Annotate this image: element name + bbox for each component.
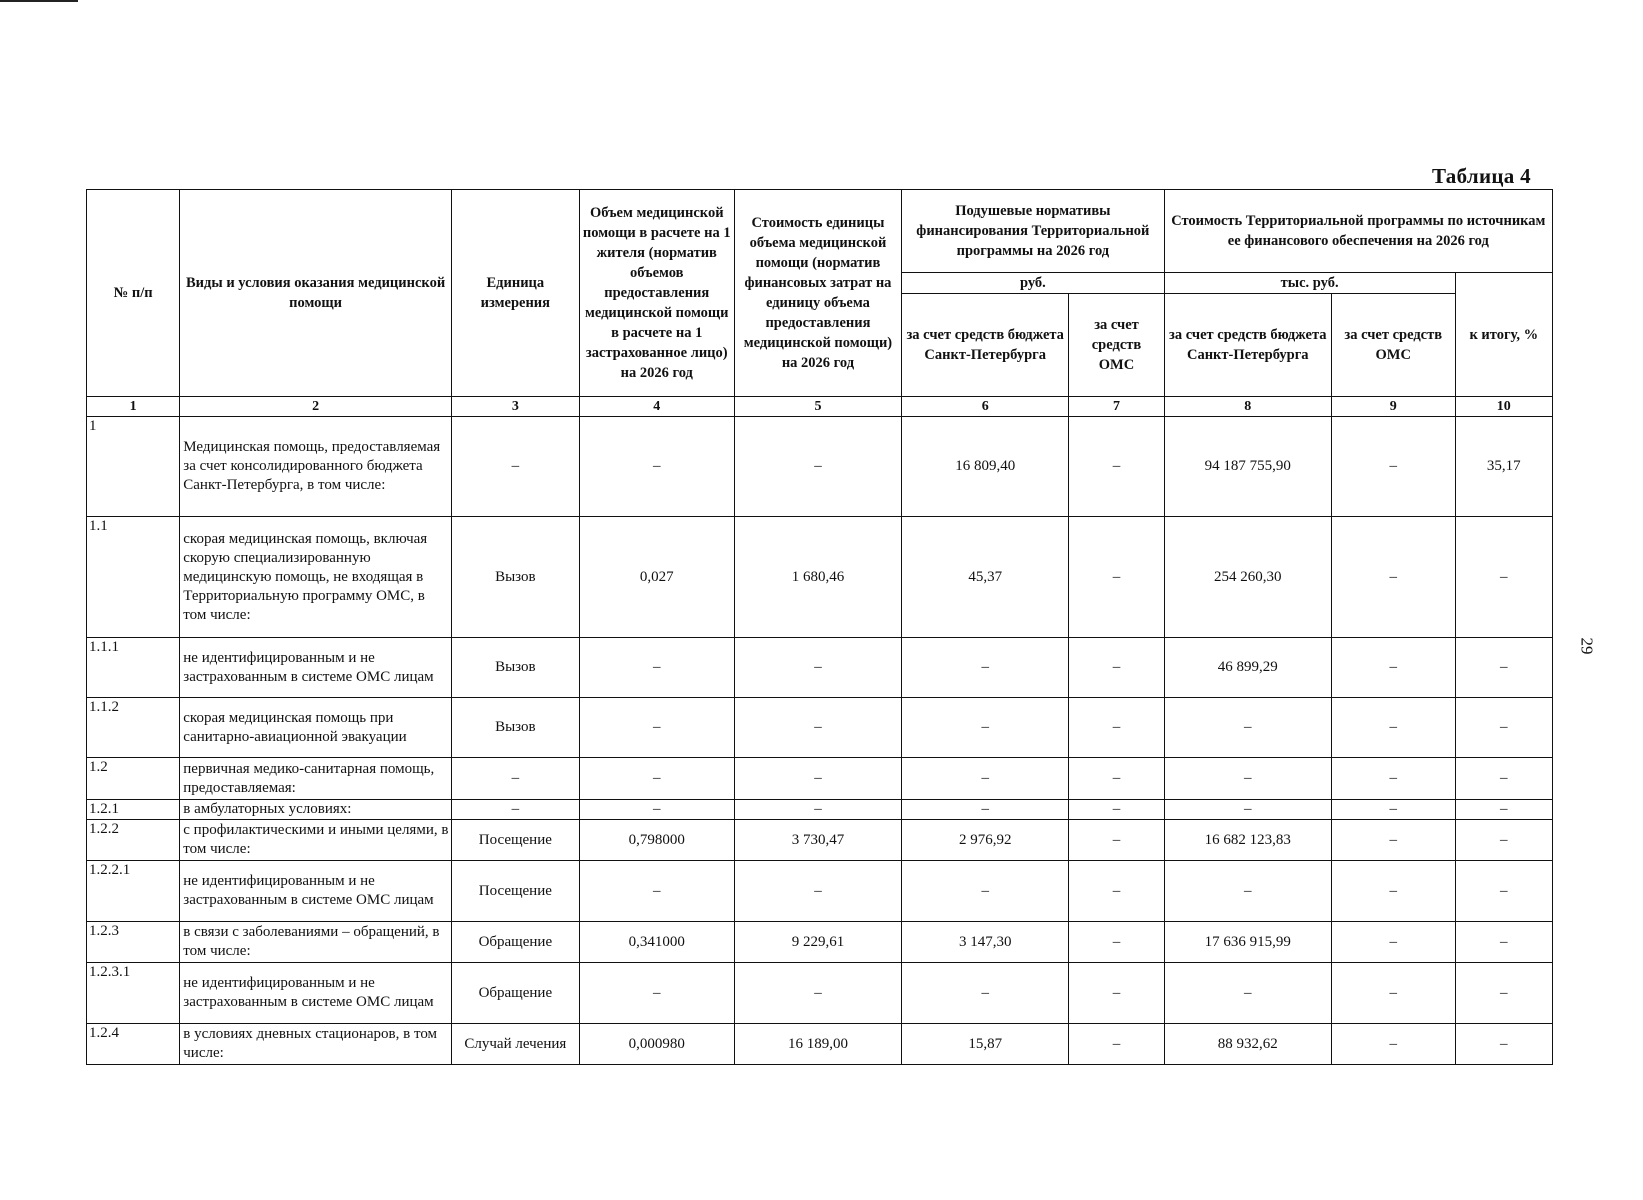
table-cell: – (1331, 963, 1455, 1024)
table-cell: – (1455, 800, 1552, 820)
table-row (87, 517, 1553, 638)
row-description-cell: в связи с заболеваниями – обращений, в том числе: (180, 922, 452, 963)
table-cell: – (902, 963, 1069, 1024)
table-cell: 3 730,47 (734, 820, 901, 861)
row-number-cell: 1.1.1 (87, 638, 180, 698)
table-cell: – (451, 417, 579, 517)
header-number: № п/п (87, 190, 180, 397)
table-cell: – (902, 861, 1069, 922)
column-number-cell: 4 (579, 397, 734, 417)
row-description-cell: скорая медицинская помощь при санитарно-авиационной эвакуации (180, 698, 452, 758)
page-number: 29 (1577, 637, 1597, 655)
table-cell: – (1455, 963, 1552, 1024)
table-cell: – (1069, 820, 1164, 861)
header-unit-rub: руб. (902, 273, 1165, 294)
table-cell: – (1164, 698, 1331, 758)
table-cell: Вызов (451, 638, 579, 698)
table-cell: 46 899,29 (1164, 638, 1331, 698)
row-description-cell: не идентифицированным и не застрахованным в системе ОМС лицам (180, 861, 452, 922)
table-title: Таблица 4 (1432, 164, 1531, 188)
table-cell: – (1069, 1024, 1164, 1065)
table-cell: – (734, 800, 901, 820)
table-cell: – (1331, 638, 1455, 698)
row-number-cell: 1.2.3.1 (87, 963, 180, 1024)
table-cell: – (902, 638, 1069, 698)
table-cell: Посещение (451, 820, 579, 861)
table-cell: – (579, 800, 734, 820)
financing-table (86, 189, 1553, 1065)
header-budget-spb: за счет средств бюджета Санкт-Петербурга (902, 294, 1069, 397)
table-cell: – (1164, 800, 1331, 820)
table-cell: – (1069, 800, 1164, 820)
table-cell: – (579, 638, 734, 698)
table-cell: – (579, 417, 734, 517)
table-row (87, 820, 1553, 861)
table-cell: – (734, 758, 901, 800)
table-cell: – (1455, 758, 1552, 800)
header-per-capita-group: Подушевые нормативы финансирования Территориальной программы на 2026 год (902, 190, 1165, 273)
table-cell: Вызов (451, 698, 579, 758)
header-unit-cost: Стоимость единицы объема медицинской помощи (норматив финансовых затрат на единицу объема предоставления медицинской помощи) на 2026 год (734, 190, 901, 397)
row-description-cell: скорая медицинская помощь, включая скорую специализированную медицинскую помощь, не входящая в Территориальную программу ОМС, в том числе: (180, 517, 452, 638)
column-number-cell: 7 (1069, 397, 1164, 417)
row-number-cell: 1 (87, 417, 180, 517)
table-cell: – (734, 698, 901, 758)
table-cell: 1 680,46 (734, 517, 901, 638)
row-description-cell: Медицинская помощь, предоставляемая за счет консолидированного бюджета Санкт-Петербурга, в том числе: (180, 417, 452, 517)
table-cell: – (1069, 517, 1164, 638)
row-number-cell: 1.2.1 (87, 800, 180, 820)
table-cell: – (1455, 922, 1552, 963)
row-number-cell: 1.2.4 (87, 1024, 180, 1065)
table-cell: 35,17 (1455, 417, 1552, 517)
table-cell: 0,000980 (579, 1024, 734, 1065)
row-number-cell: 1.1 (87, 517, 180, 638)
column-numbers-row (87, 397, 1553, 417)
table-cell: 17 636 915,99 (1164, 922, 1331, 963)
table-cell: 3 147,30 (902, 922, 1069, 963)
table-cell: 88 932,62 (1164, 1024, 1331, 1065)
table-cell: Обращение (451, 922, 579, 963)
table-cell: Посещение (451, 861, 579, 922)
table-cell: 16 189,00 (734, 1024, 901, 1065)
row-description-cell: не идентифицированным и не застрахованным в системе ОМС лицам (180, 638, 452, 698)
column-number-cell: 8 (1164, 397, 1331, 417)
column-number-cell: 2 (180, 397, 452, 417)
table-row (87, 758, 1553, 800)
table-cell: – (1331, 417, 1455, 517)
header-unit-thousand-rub: тыс. руб. (1164, 273, 1455, 294)
table-cell: 16 809,40 (902, 417, 1069, 517)
table-row (87, 800, 1553, 820)
table-cell: – (1455, 638, 1552, 698)
table-cell: 45,37 (902, 517, 1069, 638)
table-cell: – (1455, 517, 1552, 638)
table-cell: – (1164, 963, 1331, 1024)
table-cell: – (1069, 698, 1164, 758)
table-cell: – (579, 698, 734, 758)
table-cell: – (451, 758, 579, 800)
table-cell: – (1069, 861, 1164, 922)
table-cell: – (1164, 758, 1331, 800)
table-row (87, 922, 1553, 963)
table-cell: Случай лечения (451, 1024, 579, 1065)
table-cell: 0,027 (579, 517, 734, 638)
table-cell: – (1331, 800, 1455, 820)
table-row (87, 963, 1553, 1024)
table-row (87, 861, 1553, 922)
table-row (87, 1024, 1553, 1065)
scan-edge-line (0, 0, 78, 2)
row-description-cell: в условиях дневных стационаров, в том числе: (180, 1024, 452, 1065)
table-cell: – (734, 963, 901, 1024)
table-cell: – (1069, 417, 1164, 517)
table-cell: 16 682 123,83 (1164, 820, 1331, 861)
table-cell: – (1455, 820, 1552, 861)
table-cell: – (734, 638, 901, 698)
row-description-cell: не идентифицированным и не застрахованным в системе ОМС лицам (180, 963, 452, 1024)
column-number-cell: 9 (1331, 397, 1455, 417)
table-cell: 0,798000 (579, 820, 734, 861)
table-cell: – (1069, 963, 1164, 1024)
column-number-cell: 5 (734, 397, 901, 417)
table-cell: – (1331, 758, 1455, 800)
row-description-cell: в амбулаторных условиях: (180, 800, 452, 820)
header-budget-spb-thousand: за счет средств бюджета Санкт-Петербурга (1164, 294, 1331, 397)
table-cell: – (451, 800, 579, 820)
table-cell: – (1069, 638, 1164, 698)
header-volume: Объем медицинской помощи в расчете на 1 жителя (норматив объемов предоставления медицинской помощи в расчете на 1 застрахованное лицо) на 2026 год (579, 190, 734, 397)
table-cell: – (1455, 698, 1552, 758)
table-cell: – (902, 800, 1069, 820)
table-row (87, 698, 1553, 758)
table-cell: – (734, 417, 901, 517)
table-row (87, 638, 1553, 698)
column-number-cell: 1 (87, 397, 180, 417)
table-cell: – (579, 861, 734, 922)
table-cell: Обращение (451, 963, 579, 1024)
table-cell: – (1331, 922, 1455, 963)
table-cell: – (902, 758, 1069, 800)
table-cell: – (1331, 698, 1455, 758)
row-number-cell: 1.2.2 (87, 820, 180, 861)
table-cell: – (579, 963, 734, 1024)
table-cell: 0,341000 (579, 922, 734, 963)
table-cell: – (579, 758, 734, 800)
row-number-cell: 1.1.2 (87, 698, 180, 758)
header-program-cost-group: Стоимость Территориальной программы по источникам ее финансового обеспечения на 2026 год (1164, 190, 1552, 273)
table-cell: 15,87 (902, 1024, 1069, 1065)
column-number-cell: 3 (451, 397, 579, 417)
row-number-cell: 1.2 (87, 758, 180, 800)
table-cell: 94 187 755,90 (1164, 417, 1331, 517)
column-number-cell: 10 (1455, 397, 1552, 417)
table-cell: – (1164, 861, 1331, 922)
table-cell: – (1069, 758, 1164, 800)
table-cell: – (1331, 820, 1455, 861)
header-unit: Единица измерения (451, 190, 579, 397)
header-share-of-total: к итогу, % (1455, 273, 1552, 397)
table-cell: – (1069, 922, 1164, 963)
table-body (87, 417, 1553, 1065)
header-oms-thousand: за счет средств ОМС (1331, 294, 1455, 397)
row-description-cell: с профилактическими и иными целями, в том числе: (180, 820, 452, 861)
row-number-cell: 1.2.3 (87, 922, 180, 963)
row-description-cell: первичная медико-санитарная помощь, предоставляемая: (180, 758, 452, 800)
table-cell: Вызов (451, 517, 579, 638)
table-cell: – (1455, 1024, 1552, 1065)
header-oms: за счет средств ОМС (1069, 294, 1164, 397)
table-cell: 254 260,30 (1164, 517, 1331, 638)
table-cell: – (1455, 861, 1552, 922)
table-cell: – (902, 698, 1069, 758)
table-cell: – (1331, 1024, 1455, 1065)
row-number-cell: 1.2.2.1 (87, 861, 180, 922)
table-cell: 2 976,92 (902, 820, 1069, 861)
table-cell: – (1331, 861, 1455, 922)
column-number-cell: 6 (902, 397, 1069, 417)
table-cell: – (734, 861, 901, 922)
table-cell: – (1331, 517, 1455, 638)
table-row (87, 417, 1553, 517)
table-cell: 9 229,61 (734, 922, 901, 963)
header-care-types: Виды и условия оказания медицинской помощи (180, 190, 452, 397)
